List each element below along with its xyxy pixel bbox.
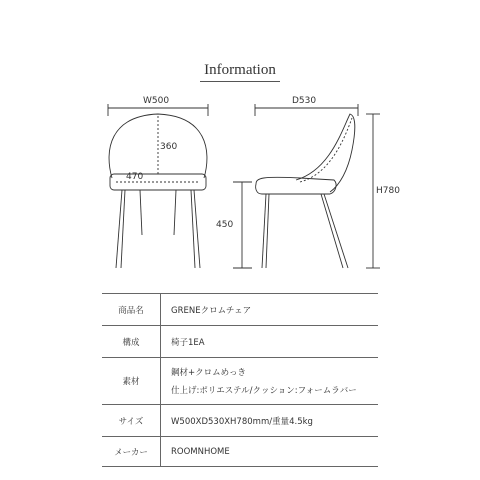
front-leg-back-right [174,190,176,235]
spec-value: GRENEクロムチェア [161,294,379,326]
dim-seat-height-label: 450 [216,220,234,230]
side-leg-back-inner [321,194,343,268]
spec-label: 商品名 [102,294,161,326]
side-leg-front-outer [262,194,266,268]
dim-height-label: H780 [376,186,400,196]
side-seat [256,177,336,194]
spec-label: メーカー [102,437,161,467]
dim-back-height-label: 360 [160,142,178,152]
spec-value-finish: 仕上げ:ポリエステル/クッション:フォームラバー [171,386,357,396]
front-leg-left-outer [116,190,122,268]
side-leg-back-outer [324,194,348,268]
spec-value: ROOMNHOME [161,437,379,467]
spec-row-material [102,358,378,405]
page-title: Information [204,62,276,78]
front-leg-right-outer [194,190,200,268]
side-leg-front-inner [266,194,269,268]
spec-value: W500XD530XH780mm/重量4.5kg [161,405,379,437]
front-leg-back-left [140,190,142,235]
dim-depth-label: D530 [292,96,317,106]
front-leg-right-inner [191,190,195,268]
spec-label: 素材 [102,358,161,405]
spec-table [102,293,378,467]
spec-label: 構成 [102,326,161,358]
spec-row-product-name [102,294,378,326]
spec-value: 鋼材+クロムめっき [171,368,247,378]
dim-width-label: W500 [143,96,170,106]
front-leg-left-inner [121,190,125,268]
spec-value-cell [161,358,379,405]
spec-value: 椅子1EA [161,326,379,358]
spec-row-maker [102,437,378,467]
spec-row-composition [102,326,378,358]
spec-label: サイズ [102,405,161,437]
dim-seat-width-label: 470 [126,172,144,182]
spec-row-size [102,405,378,437]
